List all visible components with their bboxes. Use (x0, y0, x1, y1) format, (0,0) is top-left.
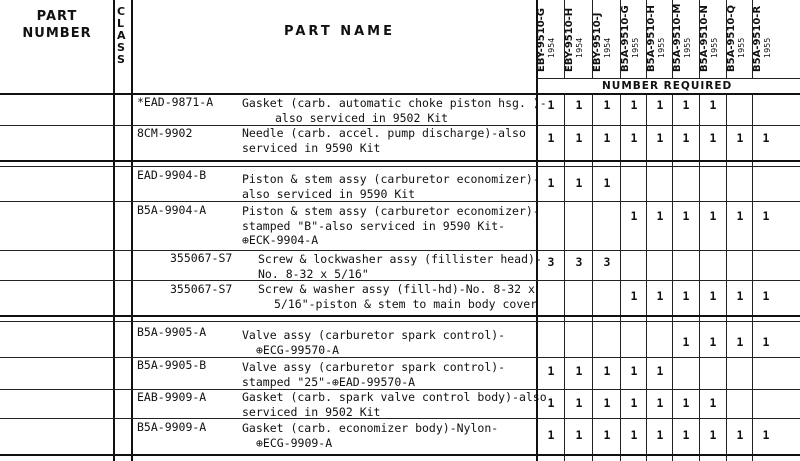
model-code: B5A-9510-Q (726, 5, 737, 72)
model-code: EBY-9510-H (564, 7, 575, 72)
model-year: 1955 (631, 37, 640, 58)
qty-cell: 1 (709, 289, 717, 303)
qty-cell: 1 (547, 131, 555, 145)
part-name (258, 282, 537, 311)
qty-cell: 1 (547, 364, 555, 378)
row-rule (0, 166, 800, 167)
column-divider (131, 0, 133, 461)
qty-cell: 1 (762, 428, 770, 442)
model-code: B5A-9510-N (699, 5, 710, 72)
class-letter: S (117, 41, 125, 54)
qty-cell: 1 (603, 98, 611, 112)
column-divider (564, 0, 565, 78)
part-name-line: ⊕ECG-9909-A (256, 435, 333, 450)
qty-cell: 1 (682, 335, 690, 349)
column-divider (564, 94, 565, 461)
qty-cell: 3 (575, 255, 583, 269)
model-code: B5A-9510-G (620, 5, 631, 72)
part-number: B5A-9909-A (137, 420, 207, 434)
row-rule (0, 250, 800, 251)
model-year: 1954 (547, 37, 556, 58)
part-name-line: Gasket (carb. automatic choke piston hsg. )- (242, 96, 547, 110)
part-name-line: also serviced in 9502 Kit (275, 110, 449, 125)
part-name-line: Valve assy (carburetor spark control)- (242, 328, 506, 342)
row-rule (0, 357, 800, 358)
qty-cell: 1 (736, 209, 744, 223)
qty-cell: 1 (656, 364, 664, 378)
qty-cell: 1 (709, 209, 717, 223)
model-code: B5A-9510-R (752, 5, 763, 72)
part-name-line: ⊕ECK-9904-A (242, 233, 319, 247)
qty-cell: 3 (547, 255, 555, 269)
qty-cell: 1 (762, 335, 770, 349)
qty-cell: 1 (575, 98, 583, 112)
qty-cell: 1 (682, 396, 690, 410)
part-number: 355067-S7 (170, 251, 233, 265)
column-divider (646, 0, 647, 78)
class-letter: A (117, 29, 126, 42)
row-rule (0, 160, 800, 162)
qty-cell: 1 (603, 131, 611, 145)
part-name-line: Piston & stem assy (carburetor economizer)- (242, 172, 540, 186)
model-year: 1954 (575, 37, 584, 58)
part-name-header: PART NAME (284, 24, 395, 39)
part-name (242, 390, 547, 419)
qty-cell: 1 (736, 289, 744, 303)
part-name-line: also serviced in 9590 Kit (242, 186, 416, 201)
qty-cell: 1 (603, 396, 611, 410)
part-name (242, 172, 540, 201)
column-divider (592, 94, 593, 461)
part-name-line: stamped "25"-⊕EAD-99570-A (242, 374, 416, 389)
model-code: B5A-9510-M (672, 3, 683, 72)
qty-cell: 1 (575, 396, 583, 410)
model-year: 1954 (603, 37, 612, 58)
qty-cell: 1 (656, 396, 664, 410)
qty-cell: 1 (656, 209, 664, 223)
qty-cell: 1 (603, 428, 611, 442)
part-name-line: Needle (carb. accel. pump discharge)-also (242, 126, 526, 140)
part-number: 8CM-9902 (137, 126, 193, 140)
model-code: EBY-9510-J (592, 12, 603, 72)
part-name-line: Valve assy (carburetor spark control)- (242, 360, 506, 374)
model-code: B5A-9510-H (646, 5, 657, 72)
qty-cell: 1 (656, 428, 664, 442)
model-column-header (752, 5, 800, 72)
part-name-line: serviced in 9502 Kit (242, 404, 381, 419)
qty-cell: 1 (682, 131, 690, 145)
qty-cell: 1 (736, 335, 744, 349)
model-year: 1955 (737, 37, 746, 58)
qty-cell: 1 (762, 289, 770, 303)
qty-cell: 1 (630, 396, 638, 410)
row-rule (0, 201, 800, 202)
qty-cell: 1 (682, 428, 690, 442)
qty-cell: 1 (630, 209, 638, 223)
part-name (242, 204, 540, 248)
qty-cell: 1 (762, 131, 770, 145)
part-number-header-line1: PART (36, 9, 78, 24)
qty-cell: 1 (630, 428, 638, 442)
qty-cell: 1 (547, 396, 555, 410)
part-name-line: Screw & washer assy (fill-hd)-No. 8-32 x (258, 282, 535, 296)
part-name (242, 96, 547, 125)
model-year: 1955 (683, 37, 692, 58)
part-name (242, 328, 505, 357)
qty-cell: 1 (736, 131, 744, 145)
model-year: 1955 (763, 37, 772, 58)
qty-cell: 1 (575, 428, 583, 442)
column-divider (113, 0, 115, 461)
qty-cell: 1 (656, 289, 664, 303)
column-divider (752, 0, 753, 78)
qty-cell: 1 (630, 364, 638, 378)
part-name-line: Gasket (carb. economizer body)-Nylon- (242, 421, 499, 435)
header-rule (536, 78, 800, 79)
model-year: 1955 (657, 37, 666, 58)
qty-cell: 1 (709, 428, 717, 442)
column-divider (752, 94, 753, 461)
column-divider (699, 0, 700, 78)
qty-cell: 1 (547, 176, 555, 190)
row-rule (0, 321, 800, 322)
part-name (242, 360, 505, 389)
qty-cell: 3 (603, 255, 611, 269)
part-number-header-line2: NUMBER (22, 26, 92, 41)
part-name-line: No. 8-32 x 5/16" (258, 266, 369, 281)
part-number: 355067-S7 (170, 282, 233, 296)
qty-cell: 1 (736, 428, 744, 442)
part-number: B5A-9904-A (137, 203, 207, 217)
part-name-line: ⊕ECG-99570-A (256, 342, 340, 357)
qty-cell: 1 (709, 335, 717, 349)
qty-cell: 1 (575, 176, 583, 190)
row-rule (0, 454, 800, 456)
part-name-line: serviced in 9590 Kit (242, 140, 381, 155)
column-divider (620, 0, 621, 78)
qty-cell: 1 (630, 289, 638, 303)
part-name (258, 252, 542, 281)
qty-cell: 1 (656, 131, 664, 145)
header-rule (0, 93, 800, 95)
qty-cell: 1 (709, 98, 717, 112)
row-rule (0, 315, 800, 317)
qty-cell: 1 (603, 176, 611, 190)
qty-cell: 1 (630, 131, 638, 145)
qty-cell: 1 (762, 209, 770, 223)
column-divider (592, 0, 593, 78)
part-name (242, 421, 498, 450)
part-number-header (0, 8, 114, 42)
part-name-line: stamped "B"-also serviced in 9590 Kit- (242, 218, 506, 233)
number-required-label: NUMBER REQUIRED (602, 80, 733, 92)
qty-cell: 1 (575, 364, 583, 378)
qty-cell: 1 (682, 98, 690, 112)
column-divider (726, 94, 727, 461)
class-letter: C (117, 5, 126, 18)
qty-cell: 1 (547, 98, 555, 112)
qty-cell: 1 (656, 98, 664, 112)
qty-cell: 1 (575, 131, 583, 145)
qty-cell: 1 (682, 289, 690, 303)
part-number: EAD-9904-B (137, 168, 207, 182)
qty-cell: 1 (630, 98, 638, 112)
part-name-line: Screw & lockwasher assy (fillister head)- (258, 252, 542, 266)
class-letter: L (117, 17, 125, 30)
class-letter: S (117, 53, 125, 66)
qty-cell: 1 (709, 131, 717, 145)
model-code: EBY-9510-G (536, 7, 547, 72)
qty-cell: 1 (682, 209, 690, 223)
part-name (242, 126, 526, 155)
model-year: 1955 (710, 37, 719, 58)
qty-cell: 1 (547, 428, 555, 442)
qty-cell: 1 (603, 364, 611, 378)
part-number: *EAD-9871-A (137, 95, 214, 109)
qty-cell: 1 (709, 396, 717, 410)
part-number: B5A-9905-B (137, 358, 207, 372)
part-name-line: Gasket (carb. spark valve control body)-also (242, 390, 547, 404)
column-divider (672, 0, 673, 78)
part-name-line: 5/16"-piston & stem to main body cover (274, 296, 538, 311)
column-divider (726, 0, 727, 78)
part-number: B5A-9905-A (137, 325, 207, 339)
part-name-line: Piston & stem assy (carburetor economizer)- (242, 204, 540, 218)
part-number: EAB-9909-A (137, 390, 207, 404)
